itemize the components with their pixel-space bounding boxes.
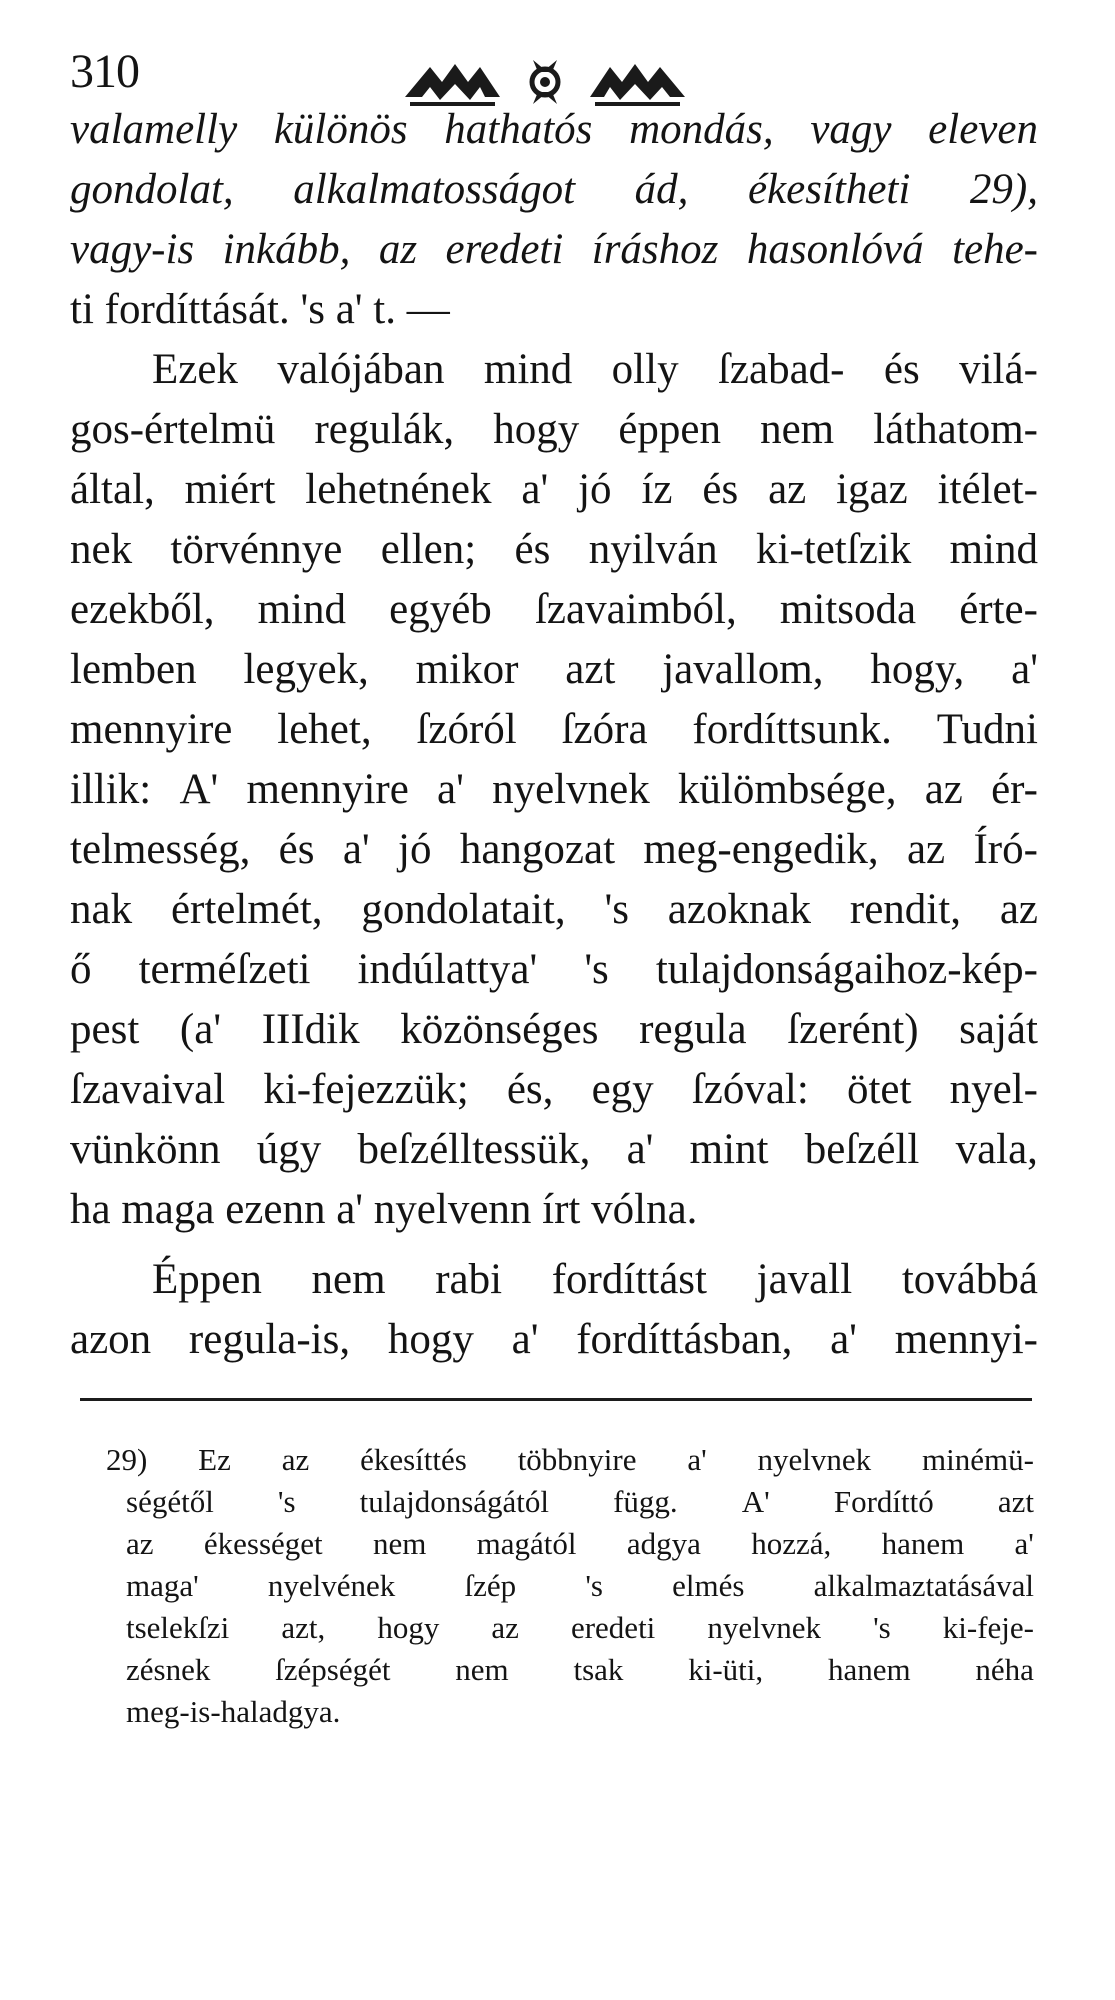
footnote-line: ségétől 's tulajdonságától függ. A' Fordíttó azt — [126, 1484, 1034, 1519]
body-line: ezekből, mind egyéb ſzavaimból, mitsoda érte- — [70, 586, 1038, 633]
footnote-separator — [80, 1398, 1032, 1401]
body-line: pest (a' IIIdik közönséges regula ſzerént) saját — [70, 1006, 1038, 1053]
body-line: vagy-is inkább, az eredeti íráshoz hasonlóvá tehe- — [70, 226, 1038, 273]
body-line: ti fordíttását. 's a' t. — — [70, 286, 450, 333]
footnote-line: 29) Ez az ékesíttés többnyire a' nyelvnek minémü- — [106, 1442, 1034, 1477]
footnote-line: tselekſzi azt, hogy az eredeti nyelvnek 's ki-feje- — [126, 1610, 1034, 1645]
body-line: gondolat, alkalmatosságot ád, ékesítheti 29), — [70, 166, 1038, 213]
body-line: Éppen nem rabi fordíttást javall továbbá — [152, 1256, 1038, 1303]
body-line: gos-értelmü regulák, hogy éppen nem láthatom- — [70, 406, 1038, 453]
body-line: lemben legyek, mikor azt javallom, hogy, a' — [70, 646, 1038, 693]
body-line: nek törvénnye ellen; és nyilván ki-tetſzik mind — [70, 526, 1038, 573]
footnote-line: az ékességet nem magától adgya hozzá, hanem a' — [126, 1526, 1034, 1561]
page-number: 310 — [70, 45, 139, 98]
body-line: mennyire lehet, ſzóról ſzóra fordíttsunk. Tudni — [70, 706, 1038, 753]
body-line: ſzavaival ki-fejezzük; és, egy ſzóval: ötet nyel- — [70, 1066, 1038, 1113]
body-line: vünkönn úgy beſzélltessük, a' mint beſzéll vala, — [70, 1126, 1038, 1173]
footnote-line: meg-is-haladgya. — [126, 1694, 341, 1729]
body-line: ha maga ezenn a' nyelvenn írt vólna. — [70, 1186, 698, 1233]
body-line: telmesség, és a' jó hangozat meg-engedik, az Író- — [70, 826, 1038, 873]
body-line: nak értelmét, gondolatait, 's azoknak rendit, az — [70, 886, 1038, 933]
body-line: azon regula-is, hogy a' fordíttásban, a' mennyi- — [70, 1316, 1038, 1363]
footnote-line: zésnek ſzépségét nem tsak ki-üti, hanem néha — [126, 1652, 1034, 1687]
footnote-line: maga' nyelvének ſzép 's elmés alkalmaztatásával — [126, 1568, 1034, 1603]
body-line: illik: A' mennyire a' nyelvnek külömbsége, az ér- — [70, 766, 1038, 813]
body-line: Ezek valójában mind olly ſzabad- és vilá- — [152, 346, 1038, 393]
body-line: ő terméſzeti indúlattya' 's tulajdonságaihoz-kép- — [70, 946, 1038, 993]
body-line: valamelly különös hathatós mondás, vagy eleven — [70, 106, 1038, 153]
body-line: által, miért lehetnének a' jó íz és az igaz itélet- — [70, 466, 1038, 513]
